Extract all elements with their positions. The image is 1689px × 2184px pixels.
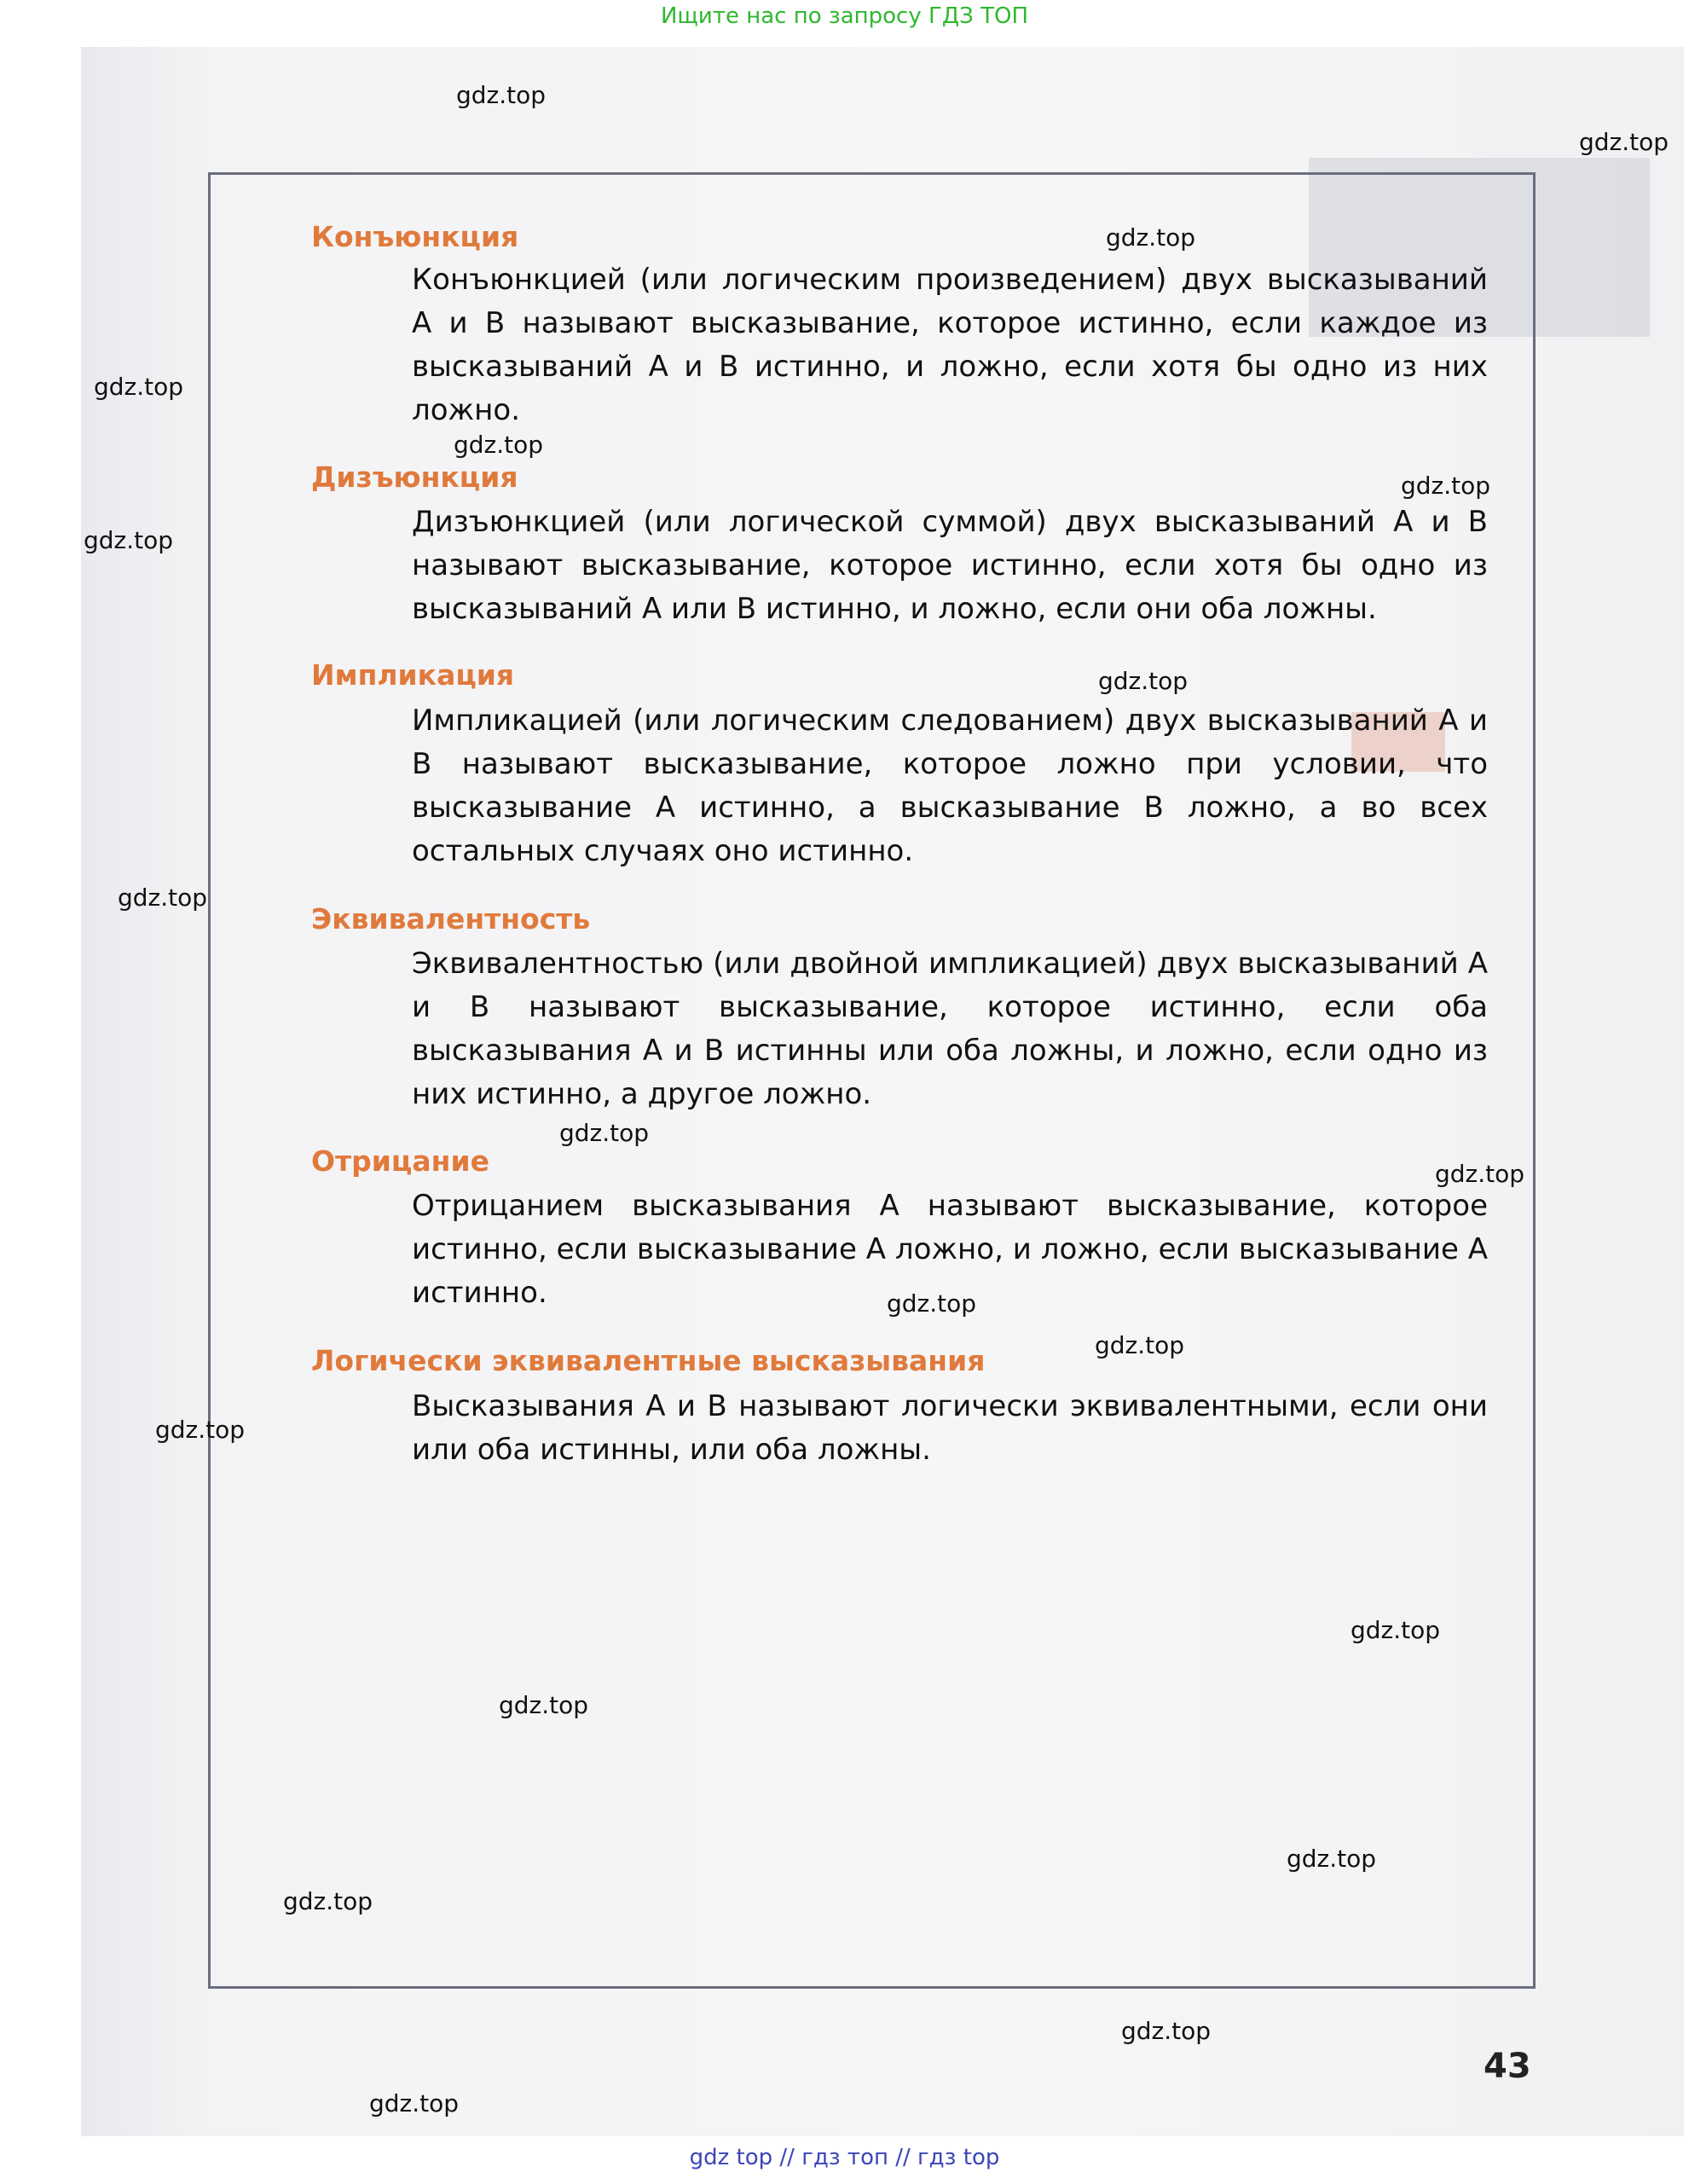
- definition-title-equivalence: Эквивалентность: [311, 902, 591, 936]
- definition-text-negation: Отрицанием высказывания A называют высказывание, которое истинно, если высказывание A ложно, и ложно, если высказывание A истинно.: [412, 1189, 1488, 1310]
- watermark: gdz.top: [454, 431, 544, 459]
- watermark: gdz.top: [1579, 128, 1669, 156]
- watermark: gdz.top: [1121, 2017, 1212, 2045]
- watermark: gdz.top: [94, 373, 184, 401]
- page-number: 43: [1484, 2047, 1531, 2086]
- definition-title-negation: Отрицание: [311, 1144, 489, 1178]
- watermark: gdz.top: [559, 1119, 650, 1147]
- watermark: gdz.top: [1095, 1331, 1185, 1359]
- watermark: gdz.top: [1435, 1160, 1525, 1188]
- definition-text-implication: Импликацией (или логическим следованием) двух высказываний A и B называют высказывание, которое ложно при условии, что высказывание A истинно, а высказывание B ложно, а во всех остальных случаях оно истинно.: [412, 704, 1488, 868]
- definition-title-conjunction: Конъюнкция: [311, 220, 519, 253]
- watermark: gdz.top: [1098, 667, 1189, 695]
- bottom-footer-links[interactable]: gdz top // гдз топ // гдз top: [689, 2145, 1000, 2170]
- watermark: gdz.top: [1351, 1616, 1441, 1644]
- definition-title-disjunction: Дизъюнкция: [311, 461, 518, 494]
- watermark: gdz.top: [283, 1887, 373, 1915]
- definition-title-implication: Импликация: [311, 658, 515, 692]
- definition-text-disjunction: Дизъюнкцией (или логической суммой) двух высказываний A и B называют высказывание, которое истинно, если хотя бы одно из высказываний A или B истинно, и ложно, если они оба ложны.: [412, 505, 1488, 626]
- watermark: gdz.top: [155, 1416, 246, 1444]
- watermark: gdz.top: [1401, 472, 1491, 500]
- watermark: gdz.top: [84, 526, 174, 554]
- definition-title-logical-equivalence: Логически эквивалентные высказывания: [311, 1344, 986, 1377]
- top-banner-link[interactable]: Ищите нас по запросу ГДЗ ТОП: [660, 3, 1029, 29]
- watermark: gdz.top: [118, 883, 208, 912]
- definition-text-equivalence: Эквивалентностью (или двойной импликацией) двух высказываний A и B называют высказывание, которое истинно, если оба высказывания A и B истинны или оба ложны, и ложно, если одно из них истинно, а другое ложно.: [412, 947, 1488, 1111]
- definition-text-conjunction: Конъюнкцией (или логическим произведением) двух высказываний A и B называют высказывание, которое истинно, если каждое из высказываний A и B истинно, и ложно, если хотя бы одно из них ложно.: [412, 263, 1488, 427]
- watermark: gdz.top: [1106, 223, 1196, 252]
- watermark: gdz.top: [456, 81, 547, 109]
- watermark: gdz.top: [499, 1691, 589, 1719]
- watermark: gdz.top: [887, 1289, 977, 1318]
- watermark: gdz.top: [369, 2089, 460, 2117]
- definition-text-logical-equivalence: Высказывания A и B называют логически эквивалентными, если они или оба истинны, или оба ложны.: [412, 1389, 1488, 1467]
- watermark: gdz.top: [1287, 1845, 1377, 1873]
